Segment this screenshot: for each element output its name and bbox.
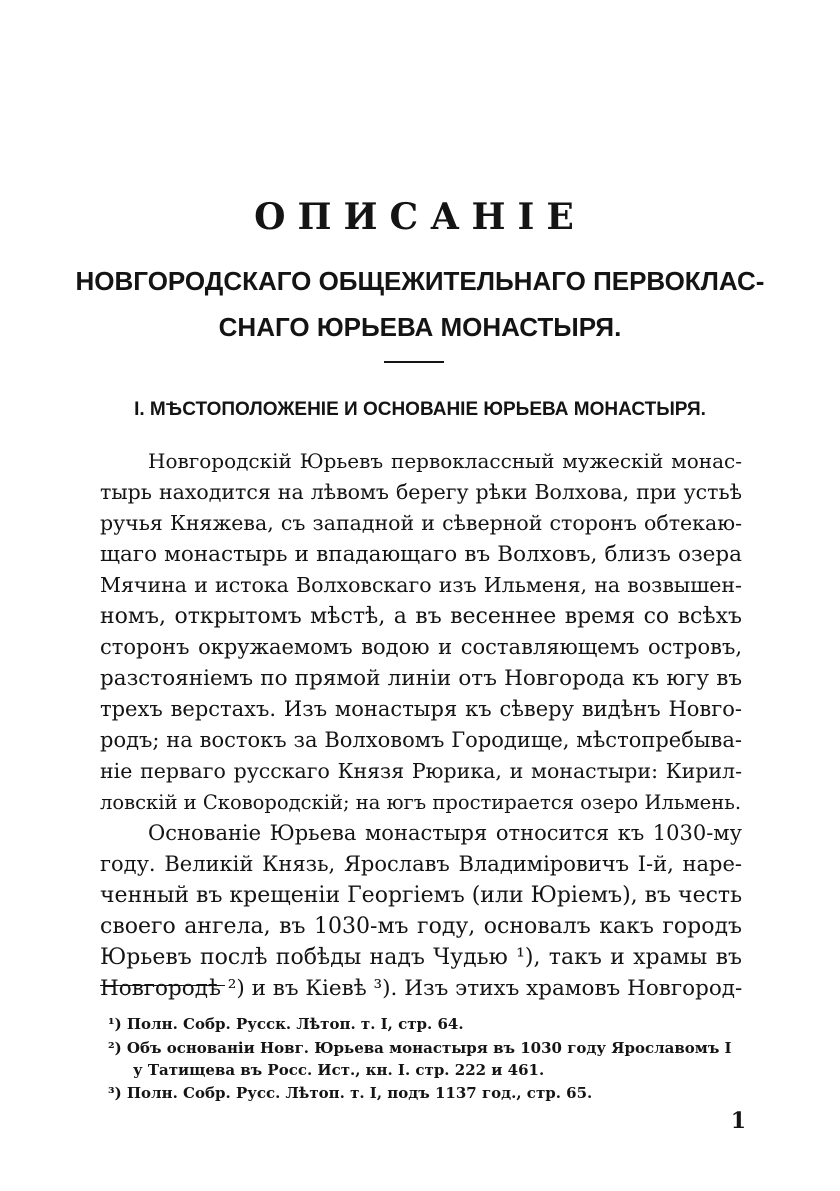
body-line: тырь находится на лѣвомъ берегу рѣки Волхова, при устьѣ (100, 480, 742, 504)
footnote-divider (100, 985, 225, 986)
title-divider (384, 361, 444, 363)
body-line: номъ, открытомъ мѣстѣ, а въ весеннее время со всѣхъ (100, 604, 742, 629)
body-line: щаго монастырь и впадающаго въ Волховъ, близъ озера (100, 542, 742, 567)
body-line: сторонъ окружаемомъ водою и составляющемъ островъ, (100, 635, 742, 659)
footnote: ¹) Полн. Собр. Русск. Лѣтоп. т. I, стр. 64. (108, 1015, 464, 1033)
body-line: году. Великій Князь, Ярославъ Владиміровичъ I-й, наре- (100, 852, 742, 876)
body-line: Новгородскій Юрьевъ первоклассный мужескій монас- (148, 449, 742, 473)
body-line: ніе перваго русскаго Князя Рюрика, и монастыри: Кирил- (100, 759, 742, 783)
document-title: ОПИСАНІЕ (254, 196, 586, 238)
body-line: ловскій и Сковородскій; на югъ простирается озеро Ильмень. (100, 791, 742, 814)
body-line: родъ; на востокъ за Волховомъ Городище, мѣстопребыва- (100, 728, 742, 752)
page-number: 1 (730, 1108, 746, 1134)
footnote: ²) Объ основаніи Новг. Юрьева монастыря въ 1030 году Ярославомъ I (108, 1039, 732, 1057)
body-line: трехъ верстахъ. Изъ монастыря къ сѣверу видѣнъ Новго- (100, 697, 742, 721)
body-line: Юрьевъ послѣ побѣды надъ Чудью ¹), такъ и храмы въ (100, 945, 742, 970)
body-line: своего ангела, въ 1030-мъ году, основалъ какъ городъ (100, 914, 742, 939)
body-line: ручья Княжева, съ западной и сѣверной сторонъ обтекаю- (100, 511, 742, 535)
section-heading: I. МѢСТОПОЛОЖЕНІЕ И ОСНОВАНІЕ ЮРЬЕВА МОНАСТЫРЯ. (134, 399, 706, 420)
body-line: Основаніе Юрьева монастыря относится къ 1030-му (148, 821, 742, 845)
body-line: Мячина и истока Волховскаго изъ Ильменя, на возвышен- (100, 573, 742, 597)
footnote: ³) Полн. Собр. Русс. Лѣтоп. т. I, подъ 1137 год., стр. 65. (108, 1084, 593, 1102)
body-line: ченный въ крещеніи Георгіемъ (или Юріемъ), въ честь (100, 883, 743, 908)
document-subtitle-line-1: НОВГОРОДСКАГО ОБЩЕЖИТЕЛЬНАГО ПЕРВОКЛАС- (75, 266, 765, 296)
body-line: разстояніемъ по прямой линіи отъ Новгорода къ югу въ (100, 666, 742, 691)
footnote-continuation: у Татищева въ Росс. Ист., кн. I. стр. 222 и 461. (133, 1061, 545, 1079)
document-subtitle-line-2: СНАГО ЮРЬЕВА МОНАСТЫРЯ. (218, 312, 622, 342)
body-line: Новгородѣ ²) и въ Кіевѣ ³). Изъ этихъ храмовъ Новгород- (100, 976, 743, 1001)
